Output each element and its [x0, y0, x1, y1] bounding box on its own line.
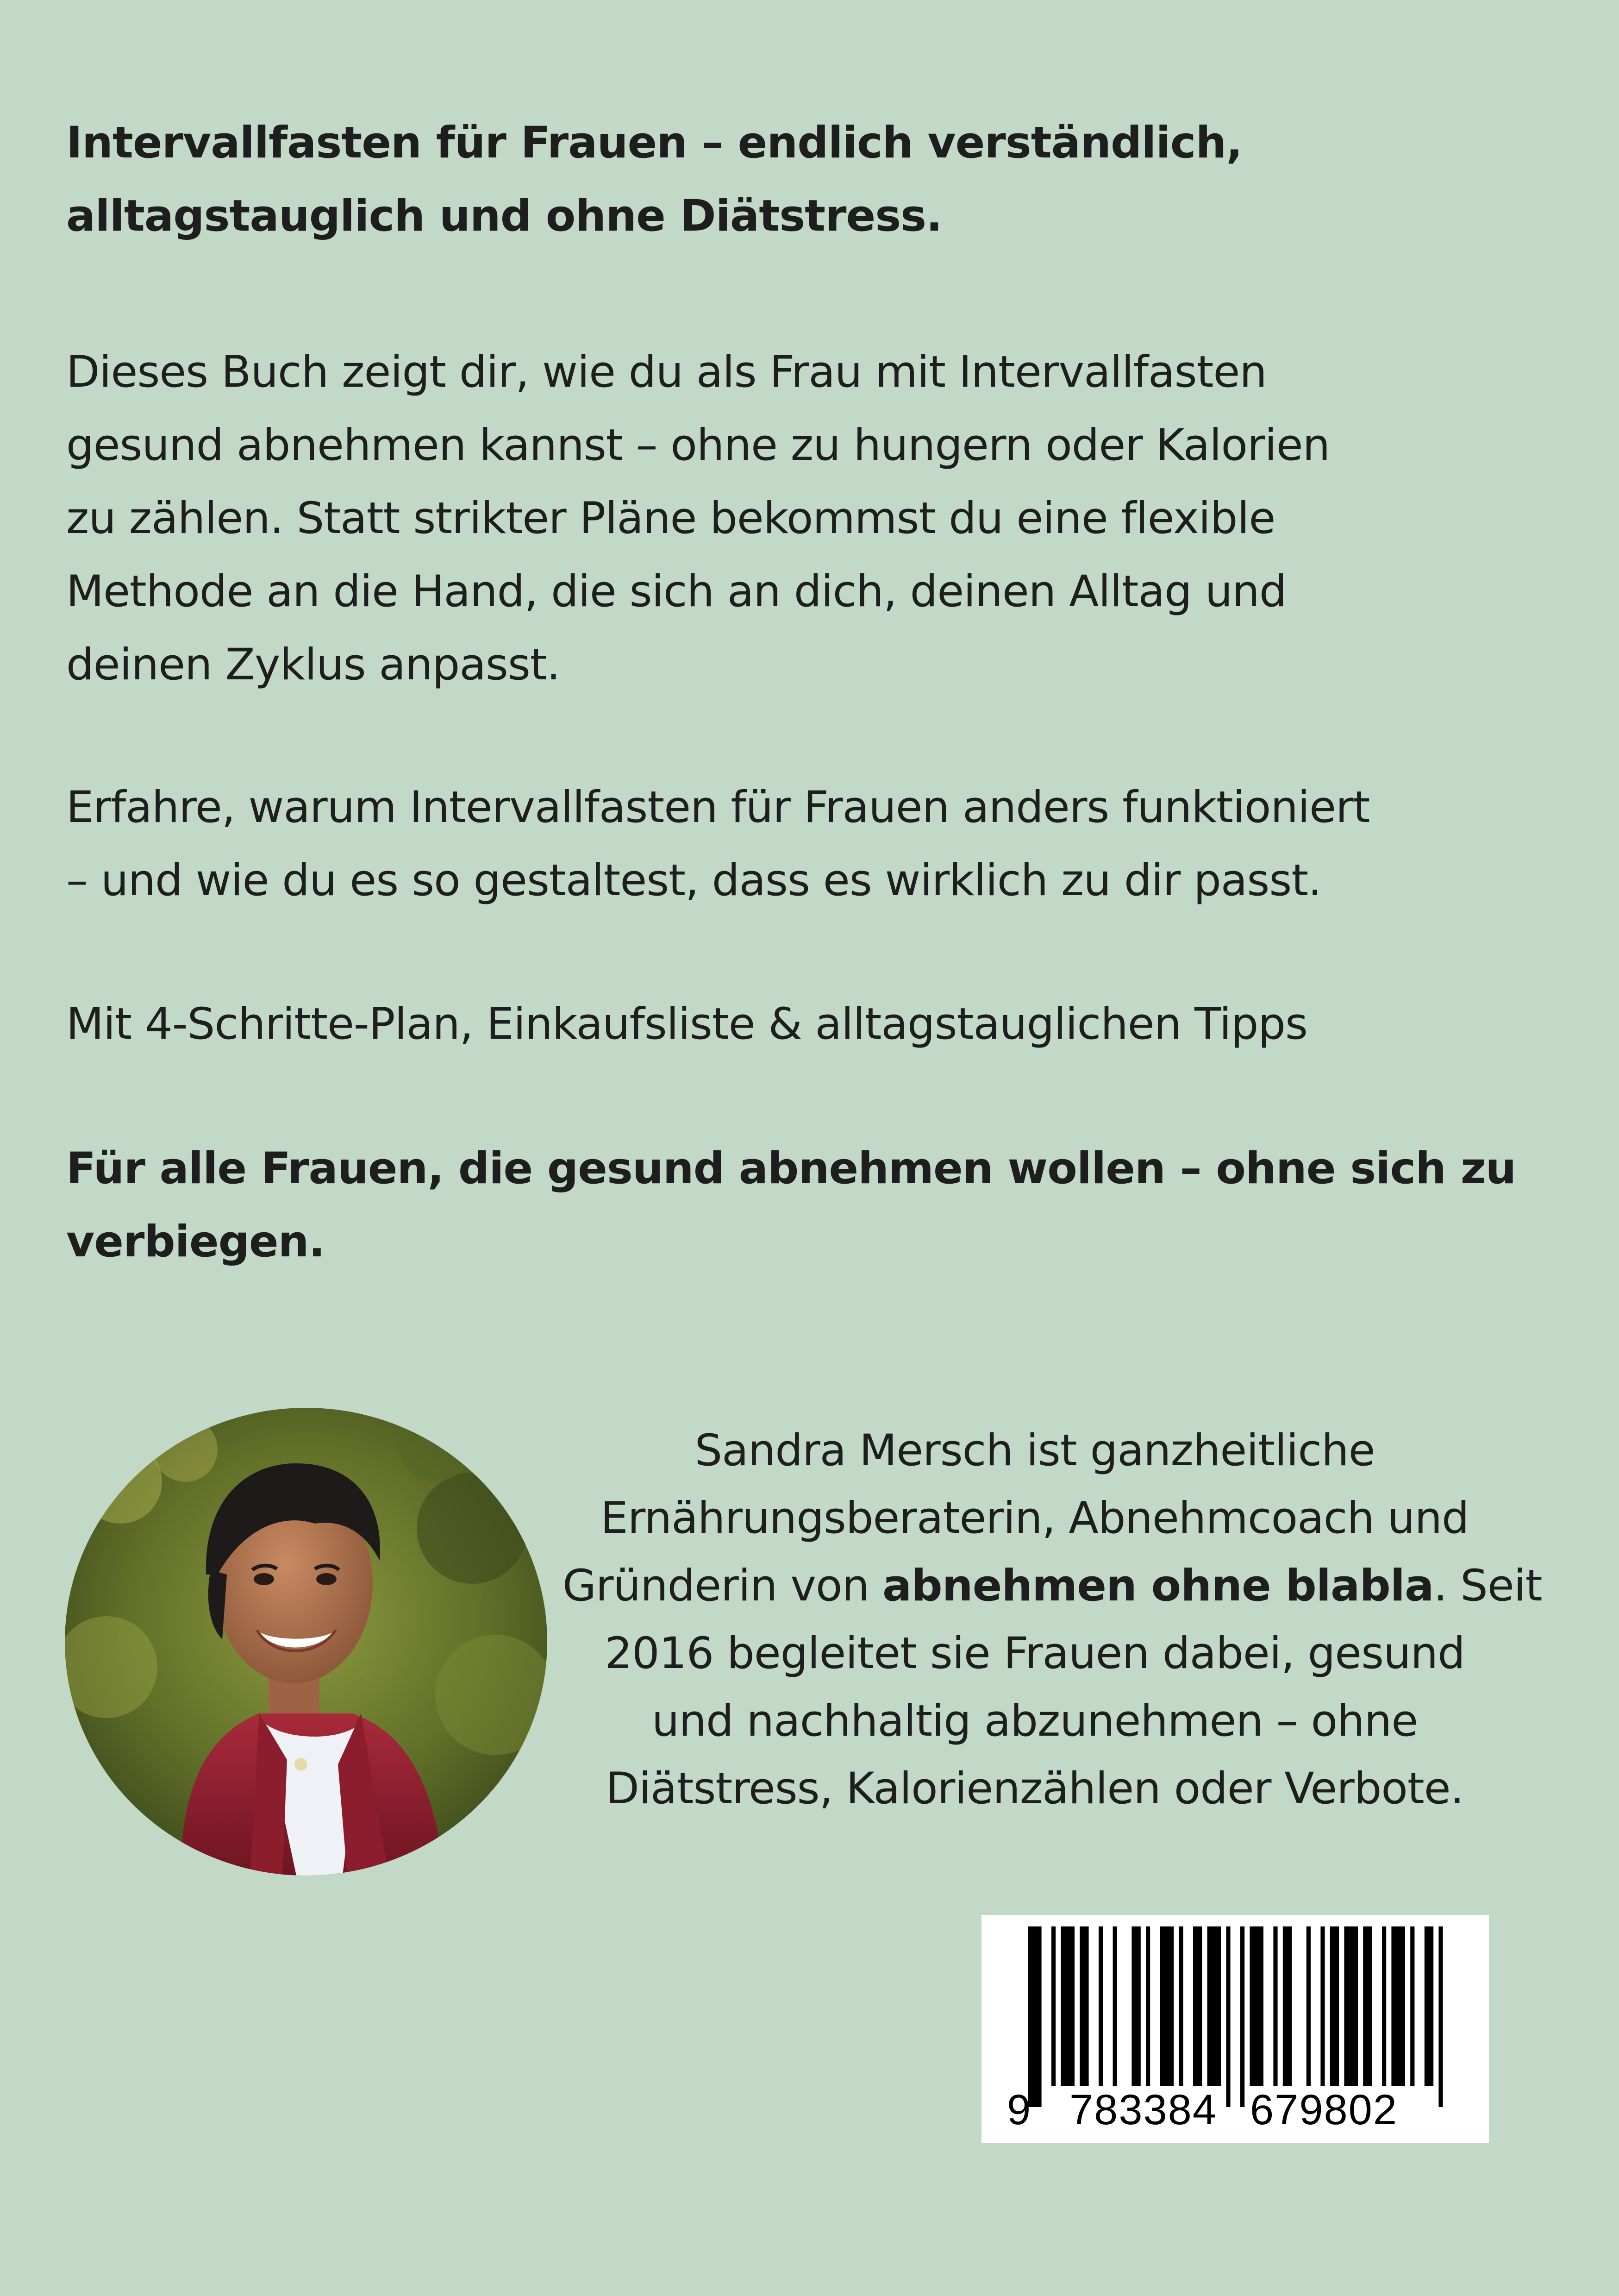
author-bio: [563, 1417, 1542, 1823]
bio-line: Ernährungsberaterin, Abnehmcoach und: [600, 1493, 1469, 1543]
bio-line: . Seit: [1433, 1561, 1542, 1611]
intro-line: deinen Zyklus anpasst.: [66, 640, 560, 690]
intro-line: Dieses Buch zeigt dir, wie du als Frau mit Intervallfasten: [66, 347, 1267, 397]
headline-line: Intervallfasten für Frauen – endlich verständlich,: [66, 118, 1243, 168]
audience-line: verbiegen.: [66, 1217, 325, 1267]
barcode-bars: [1028, 1926, 1443, 2107]
bio-line: 2016 begleitet sie Frauen dabei, gesund: [605, 1628, 1465, 1679]
intro-line: zu zählen. Statt strikter Pläne bekommst du eine flexible: [66, 493, 1275, 544]
headline-line: alltagstauglich und ohne Diätstress.: [66, 191, 942, 241]
barcode-digits-right: 679802: [1250, 2086, 1398, 2133]
difference-line: – und wie du es so gestaltest, dass es wirklich zu dir passt.: [66, 855, 1322, 906]
intro-paragraph: [66, 336, 1330, 702]
bio-line: und nachhaltig abzunehmen – ohne: [651, 1696, 1418, 1746]
audience-statement: [66, 1132, 1516, 1279]
author-photo: [65, 1408, 547, 1876]
audience-line: Für alle Frauen, die gesund abnehmen wollen – ohne sich zu: [66, 1143, 1516, 1194]
barcode-prefix-digit: 9: [1007, 2086, 1031, 2133]
isbn-barcode: [981, 1915, 1489, 2143]
headline: [66, 107, 1242, 253]
intro-line: Methode an die Hand, die sich an dich, deinen Alltag und: [66, 566, 1287, 617]
brand-name: abnehmen ohne blabla: [882, 1561, 1434, 1611]
barcode-digits-left: 783384: [1069, 2086, 1217, 2133]
difference-paragraph: [66, 771, 1369, 917]
bio-line: Gründerin von: [563, 1561, 882, 1611]
bio-line: Diätstress, Kalorienzählen oder Verbote.: [606, 1763, 1464, 1814]
features-line: Mit 4-Schritte-Plan, Einkaufsliste & alltagstauglichen Tipps: [66, 999, 1308, 1049]
bio-line: Sandra Mersch ist ganzheitliche: [694, 1425, 1375, 1476]
difference-line: Erfahre, warum Intervallfasten für Frauen anders funktioniert: [66, 782, 1370, 833]
intro-line: gesund abnehmen kannst – ohne zu hungern oder Kalorien: [66, 420, 1330, 470]
